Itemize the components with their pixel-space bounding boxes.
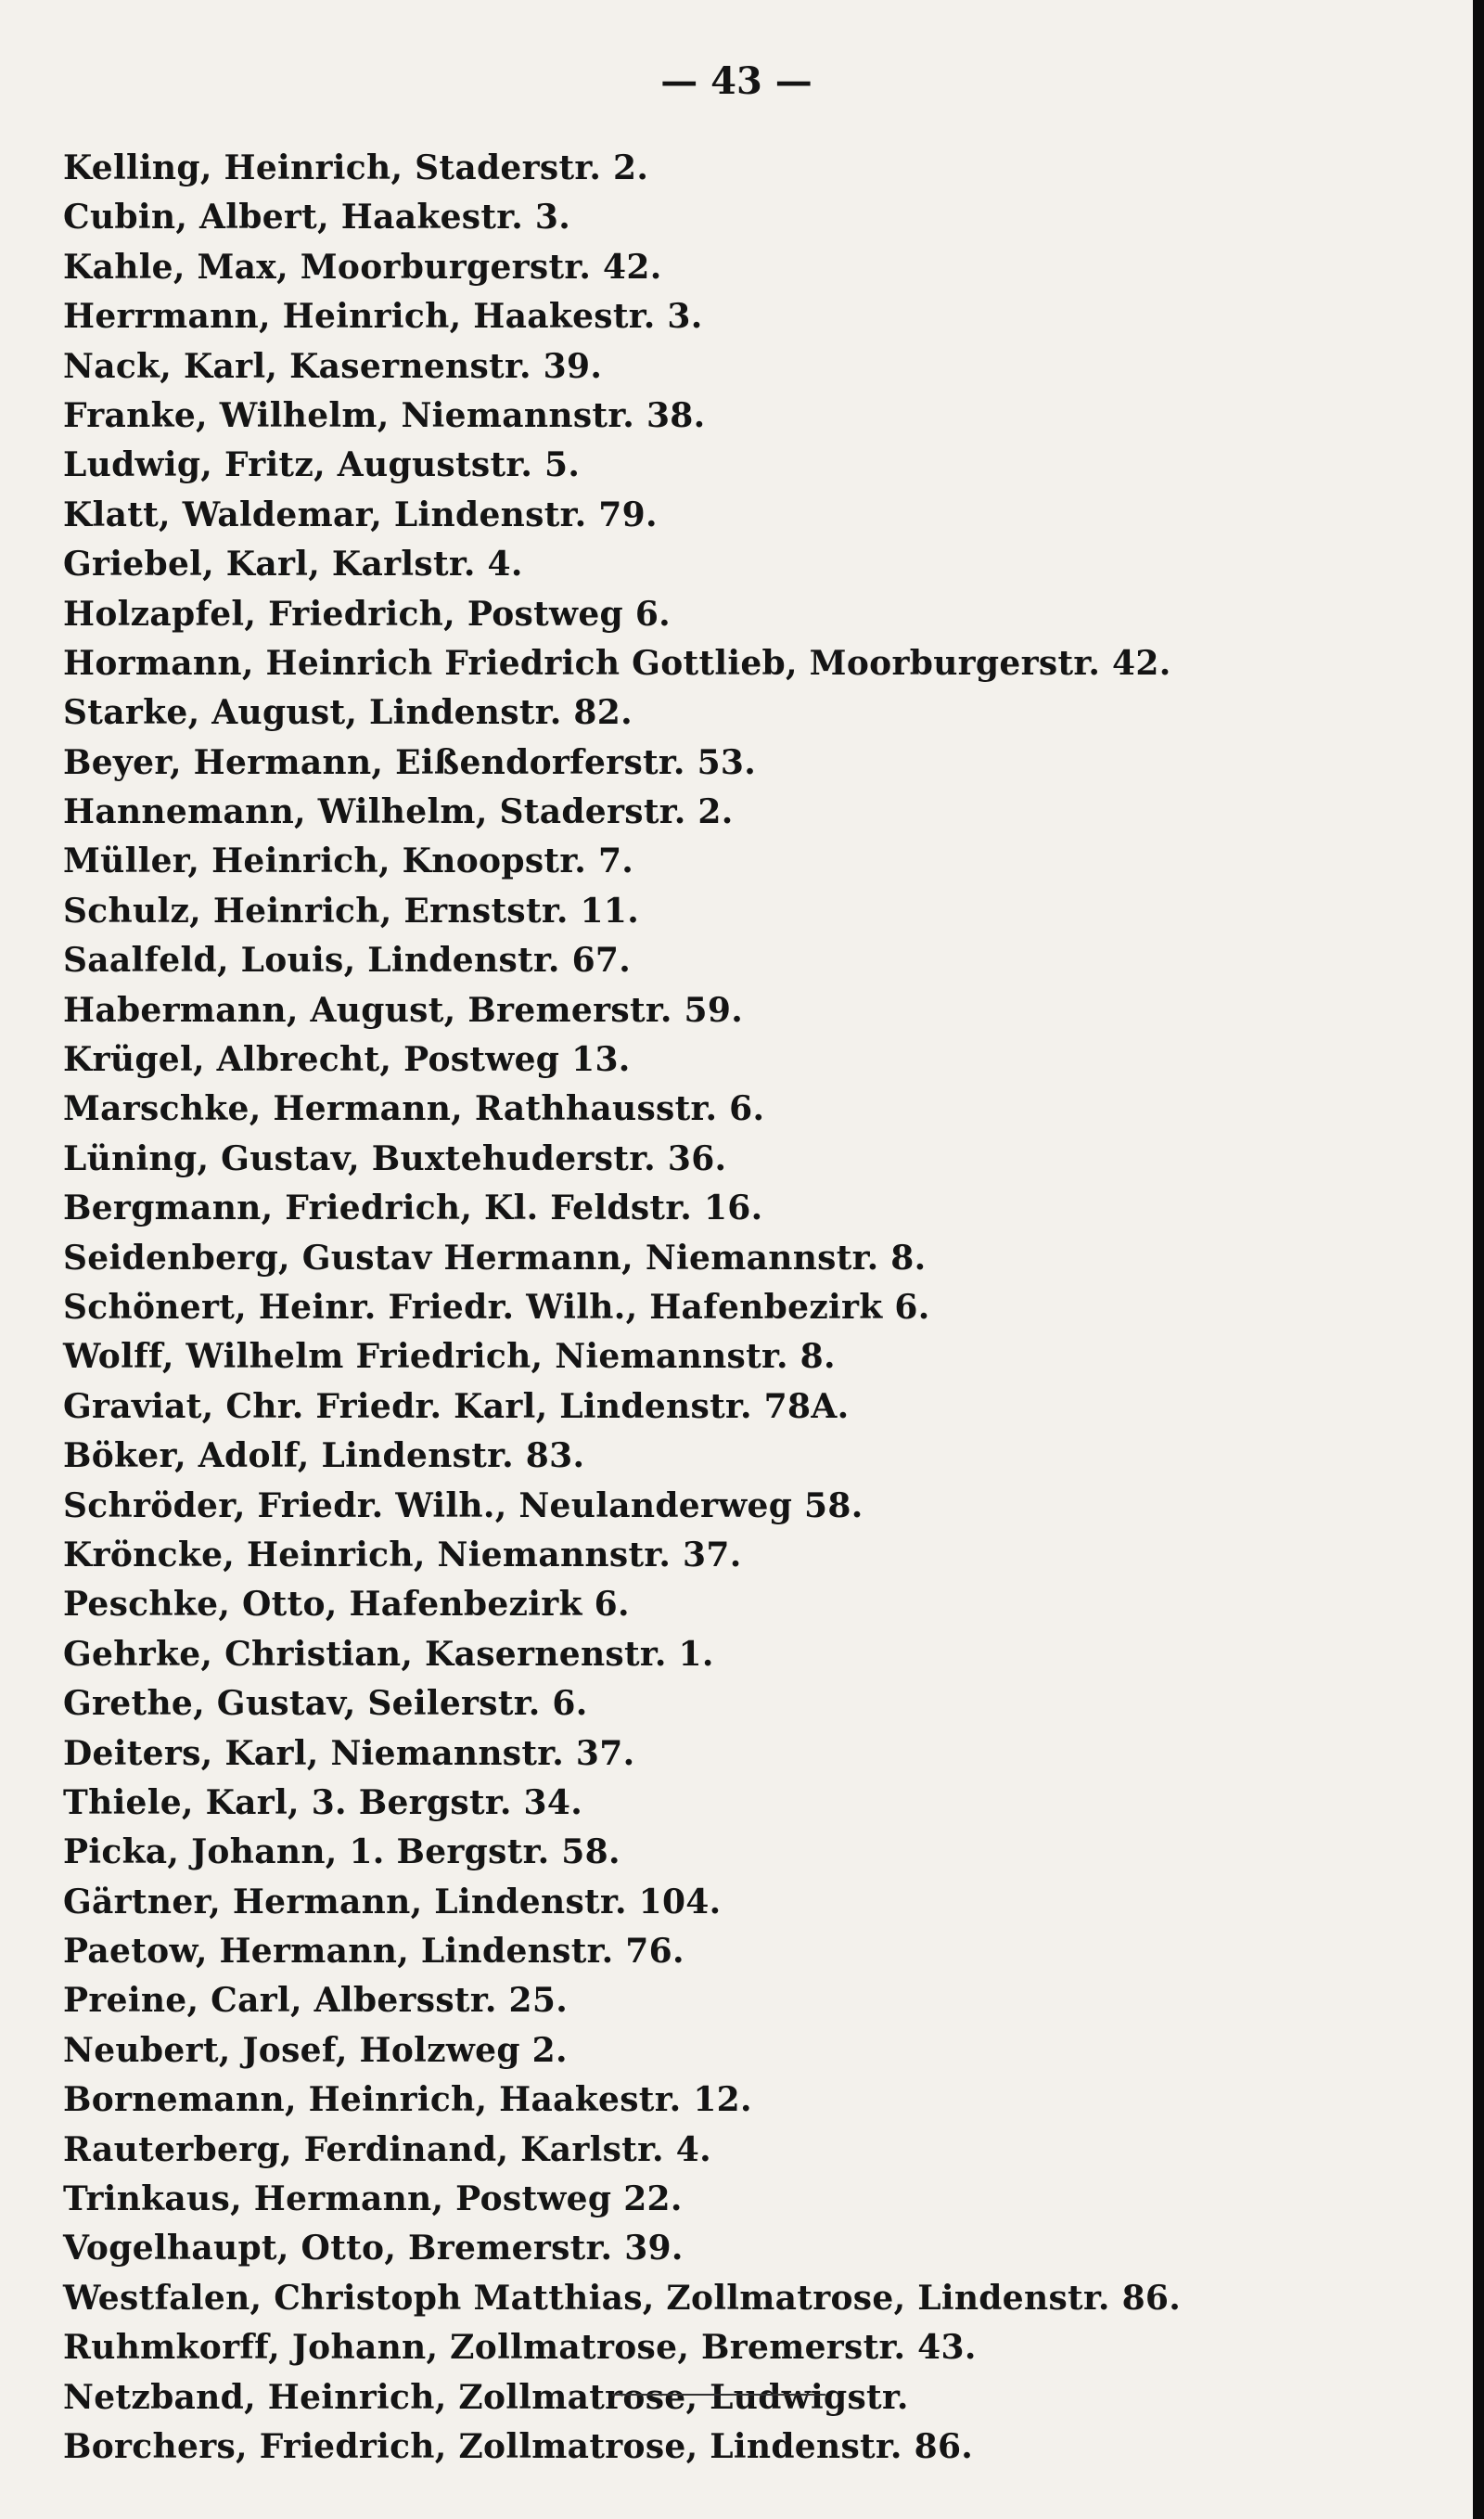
list-item: Griebel, Karl, Karlstr. 4. <box>63 545 523 585</box>
list-item: Böker, Adolf, Lindenstr. 83. <box>63 1436 585 1476</box>
list-item: Marschke, Hermann, Rathhausstr. 6. <box>63 1089 765 1129</box>
list-item: Hannemann, Wilhelm, Staderstr. 2. <box>63 792 734 832</box>
list-item: Bornemann, Heinrich, Haakestr. 12. <box>63 2080 752 2120</box>
list-item: Klatt, Waldemar, Lindenstr. 79. <box>63 495 658 534</box>
list-item: Starke, August, Lindenstr. 82. <box>63 693 633 733</box>
list-item: Gehrke, Christian, Kasernenstr. 1. <box>63 1634 714 1674</box>
list-item: Kahle, Max, Moorburgerstr. 42. <box>63 247 662 287</box>
list-item: Bergmann, Friedrich, Kl. Feldstr. 16. <box>63 1189 763 1228</box>
list-item: Schröder, Friedr. Wilh., Neulanderweg 58. <box>63 1485 864 1525</box>
list-item: Paetow, Hermann, Lindenstr. 76. <box>63 1932 684 1972</box>
list-item: Hormann, Heinrich Friedrich Gottlieb, Moorburgerstr. 42. <box>63 643 1171 683</box>
list-item: Picka, Johann, 1. Bergstr. 58. <box>63 1832 620 1872</box>
list-item: Nack, Karl, Kasernenstr. 39. <box>63 346 603 386</box>
list-item: Lüning, Gustav, Buxtehuderstr. 36. <box>63 1138 727 1178</box>
list-item: Habermann, August, Bremerstr. 59. <box>63 990 744 1030</box>
list-item: Kröncke, Heinrich, Niemannstr. 37. <box>63 1535 742 1574</box>
list-item: Wolff, Wilhelm Friedrich, Niemannstr. 8. <box>63 1337 836 1377</box>
list-item: Preine, Carl, Albersstr. 25. <box>63 1981 569 2021</box>
list-item: Peschke, Otto, Hafenbezirk 6. <box>63 1585 630 1625</box>
list-item: Vogelhaupt, Otto, Bremerstr. 39. <box>63 2229 684 2268</box>
list-item: Borchers, Friedrich, Zollmatrose, Lindenstr. 86. <box>63 2426 974 2466</box>
list-item: Netzband, Heinrich, Zollmatrose, Ludwigstr. <box>63 2377 909 2417</box>
list-item: Herrmann, Heinrich, Haakestr. 3. <box>63 297 703 337</box>
list-item: Deiters, Karl, Niemannstr. 37. <box>63 1733 635 1773</box>
list-item: Müller, Heinrich, Knoopstr. 7. <box>63 842 634 881</box>
section-end-rule <box>612 2394 825 2396</box>
list-item: Seidenberg, Gustav Hermann, Niemannstr. 8. <box>63 1238 927 1278</box>
scan-edge <box>1473 0 1484 2519</box>
list-item: Westfalen, Christoph Matthias, Zollmatrose, Lindenstr. 86. <box>63 2278 1182 2318</box>
page-number: — 43 — <box>660 59 812 103</box>
list-item: Neubert, Josef, Holzweg 2. <box>63 2030 568 2070</box>
list-item: Schönert, Heinr. Friedr. Wilh., Hafenbezirk 6. <box>63 1287 930 1327</box>
list-item: Trinkaus, Hermann, Postweg 22. <box>63 2179 683 2219</box>
list-item: Franke, Wilhelm, Niemannstr. 38. <box>63 395 706 435</box>
list-item: Thiele, Karl, 3. Bergstr. 34. <box>63 1782 583 1822</box>
list-item: Kelling, Heinrich, Staderstr. 2. <box>63 148 649 187</box>
list-item: Gärtner, Hermann, Lindenstr. 104. <box>63 1882 722 1921</box>
list-item: Holzapfel, Friedrich, Postweg 6. <box>63 594 672 634</box>
list-item: Beyer, Hermann, Eißendorferstr. 53. <box>63 742 757 782</box>
list-item: Ruhmkorff, Johann, Zollmatrose, Bremerstr. 43. <box>63 2328 977 2368</box>
list-item: Grethe, Gustav, Seilerstr. 6. <box>63 1684 588 1724</box>
list-item: Schulz, Heinrich, Ernststr. 11. <box>63 891 640 931</box>
list-item: Cubin, Albert, Haakestr. 3. <box>63 198 571 238</box>
list-item: Saalfeld, Louis, Lindenstr. 67. <box>63 941 632 981</box>
list-item: Graviat, Chr. Friedr. Karl, Lindenstr. 78A. <box>63 1386 850 1426</box>
list-item: Ludwig, Fritz, Auguststr. 5. <box>63 445 581 485</box>
list-item: Krügel, Albrecht, Postweg 13. <box>63 1040 631 1080</box>
list-item: Rauterberg, Ferdinand, Karlstr. 4. <box>63 2129 711 2169</box>
entry-list <box>63 144 1399 2472</box>
